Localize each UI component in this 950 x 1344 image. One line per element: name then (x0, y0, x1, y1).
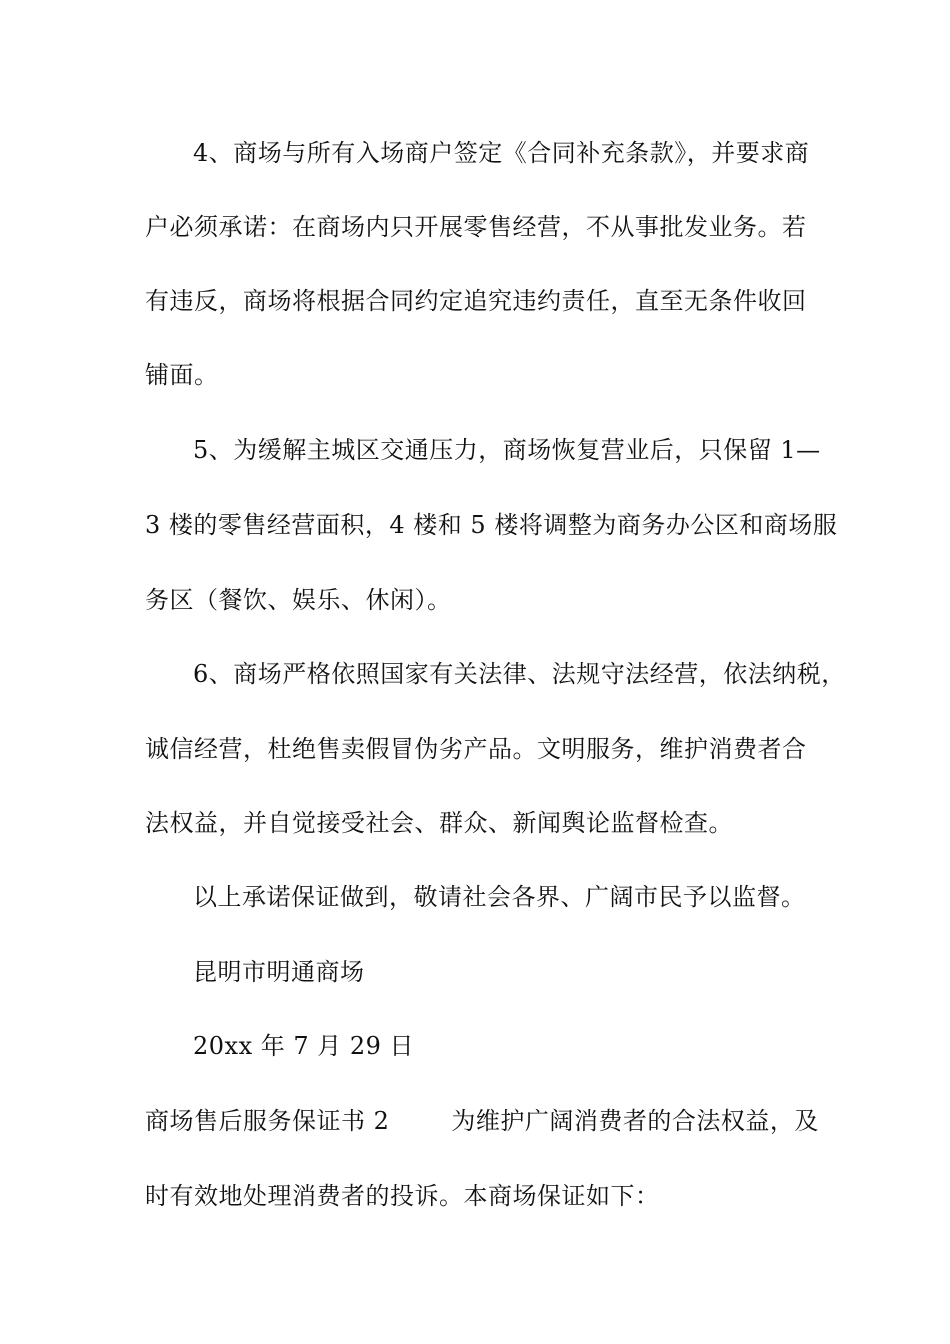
paragraph-4-line-1: 4、商场与所有入场商户签定《合同补充条款》，并要求商 (193, 139, 810, 167)
paragraph-4-line-3: 有违反，商场将根据合同约定追究违约责任，直至无条件收回 (145, 287, 807, 315)
paragraph-4-line-4: 铺面。 (145, 361, 219, 389)
section-2-line-2: 时有效地处理消费者的投诉。本商场保证如下： (145, 1182, 660, 1210)
paragraph-5-line-3: 务区（餐饮、娱乐、休闲）。 (145, 586, 452, 614)
paragraph-5-line-2: 3 楼的零售经营面积，4 楼和 5 楼将调整为商务办公区和商场服 (145, 511, 838, 539)
closing-statement: 以上承诺保证做到，敬请社会各界、广阔市民予以监督。 (193, 883, 806, 911)
section-2-line-1: 为维护广阔消费者的合法权益，及 (451, 1107, 819, 1135)
date: 20xx 年 7 月 29 日 (193, 1032, 415, 1060)
paragraph-6-line-1: 6、商场严格依照国家有关法律、法规守法经营，依法纳税， (193, 660, 846, 688)
paragraph-5-line-1: 5、为缓解主城区交通压力，商场恢复营业后，只保留 1— (193, 436, 821, 464)
section-2-title: 商场售后服务保证书 2 (145, 1107, 390, 1135)
paragraph-4-line-2: 户必须承诺：在商场内只开展零售经营，不从事批发业务。若 (145, 213, 807, 241)
paragraph-6-line-3: 法权益，并自觉接受社会、群众、新闻舆论监督检查。 (145, 809, 733, 837)
section-2-first-line (145, 1106, 819, 1136)
paragraph-6-line-2: 诚信经营，杜绝售卖假冒伪劣产品。文明服务，维护消费者合 (145, 735, 807, 763)
signature: 昆明市明通商场 (193, 958, 365, 986)
